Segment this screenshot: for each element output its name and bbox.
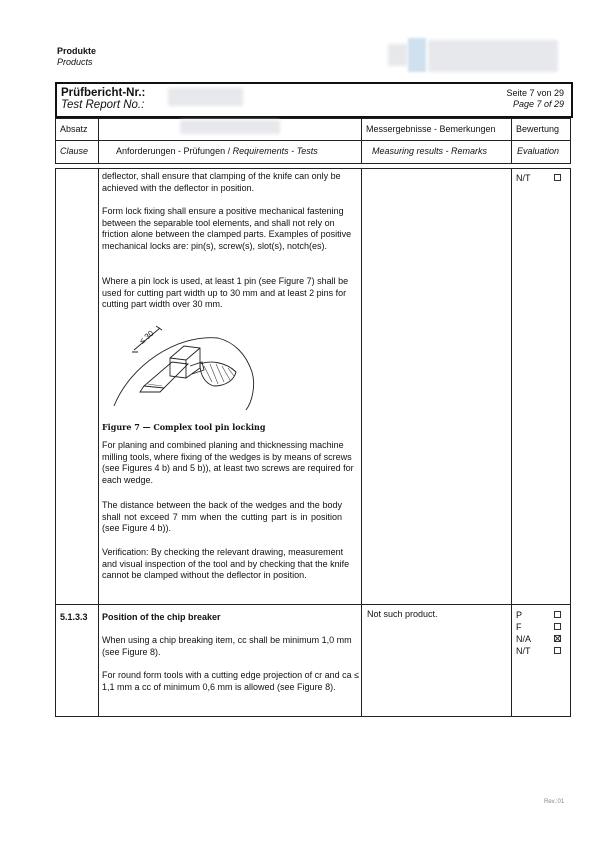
col-evaluation-en: Evaluation <box>517 146 560 156</box>
redacted-report-number <box>168 88 243 106</box>
col-clause-de: Absatz <box>60 124 88 134</box>
row2-eval-option-checkbox[interactable] <box>554 647 561 654</box>
col-clause-en: Clause <box>60 146 89 156</box>
col-requirements <box>116 146 318 156</box>
row2-eval-option-checkbox[interactable] <box>554 623 561 630</box>
req-text-verification: Verification: By checking the relevant drawing, measurement and visual inspection of the tool and by checking that the knife cannot be clamped without the deflector in position. <box>102 547 350 580</box>
col-req-en: Requirements - Tests <box>232 146 318 156</box>
figure-7-drawing <box>110 320 260 412</box>
row2-eval-option-checkbox[interactable] <box>554 611 561 618</box>
row2-text-chip-breaking: When using a chip breaking item, cc shall be minimum 1,0 mm (see Figure 8). <box>102 635 352 657</box>
col-measurements-de: Messergebnisse - Bemerkungen <box>366 124 496 134</box>
redacted-col-text <box>180 120 280 134</box>
row2-remark: Not such product. <box>367 609 438 619</box>
req-text-pin-lock: Where a pin lock is used, at least 1 pin (see Figure 7) shall be used for cutting part width up to 30 mm and at least 2 pins for cutting part width over 30 mm. <box>102 276 349 309</box>
req-text-form-lock: Form lock fixing shall ensure a positive mechanical fastening between the separable tool elements, and shall not rely on friction alone between the clamped parts. Examples of positive mechanical locks are: pin(s), screw(s), slot(s), notch(es). <box>102 206 352 251</box>
report-number-label-de: Prüfbericht-Nr.: <box>61 87 146 99</box>
row2-eval-option-label: P <box>516 610 523 620</box>
col-evaluation-de: Bewertung <box>516 124 560 134</box>
row1-eval-nt-label: N/T <box>516 173 531 183</box>
row2-eval-option-label: N/T <box>516 646 531 656</box>
org-name-de: Produkte <box>57 46 97 56</box>
row2-eval-option <box>516 633 566 645</box>
row2-eval-option <box>516 621 566 633</box>
row2-clause-number: 5.1.3.3 <box>60 612 88 622</box>
revision-label: Rev.:01 <box>544 799 565 805</box>
row2-eval-option <box>516 609 566 621</box>
row2-eval-option <box>516 645 566 657</box>
row2-eval-option-checkbox[interactable] <box>554 635 561 642</box>
req-text-planing-tools: For planing and combined planing and thicknessing machine milling tools, where fixing of the wedges is by means of screws (see Figures 4 b) and 5 b)), at least two screws are required for each wedge. <box>102 440 354 485</box>
row2-text-round-form: For round form tools with a cutting edge projection of cr and ca ≤ 1,1 mm a cc of minimum 0,6 mm is allowed (see Figure 8). <box>102 670 360 692</box>
org-name-en: Products <box>57 57 93 67</box>
col-req-de: Anforderungen - Prüfungen / <box>116 146 233 156</box>
req-text-deflector: deflector, shall ensure that clamping of the knife can only be achieved with the deflector in position. <box>102 171 341 193</box>
report-number-label-en: Test Report No.: <box>61 99 145 111</box>
row2-eval-option-label: F <box>516 622 522 632</box>
row1-eval-nt-checkbox[interactable] <box>554 174 561 181</box>
figure-7-caption: Figure 7 — Complex tool pin locking <box>102 422 266 432</box>
row1-eval-nt <box>516 172 566 184</box>
row2-heading: Position of the chip breaker <box>102 612 221 622</box>
req-text-wedge-distance: The distance between the back of the wedges and the body shall not exceed 7 mm when the cutting part is in position (see Figure 4 b)). <box>102 500 342 533</box>
col-measurements-en: Measuring results - Remarks <box>372 146 488 156</box>
row2-eval-option-label: N/A <box>516 634 532 644</box>
page-number-en: Page 7 of 29 <box>512 99 564 109</box>
figure-7-dimension-label: ≤ 30 <box>137 328 156 346</box>
page-number-de: Seite 7 von 29 <box>506 88 564 98</box>
